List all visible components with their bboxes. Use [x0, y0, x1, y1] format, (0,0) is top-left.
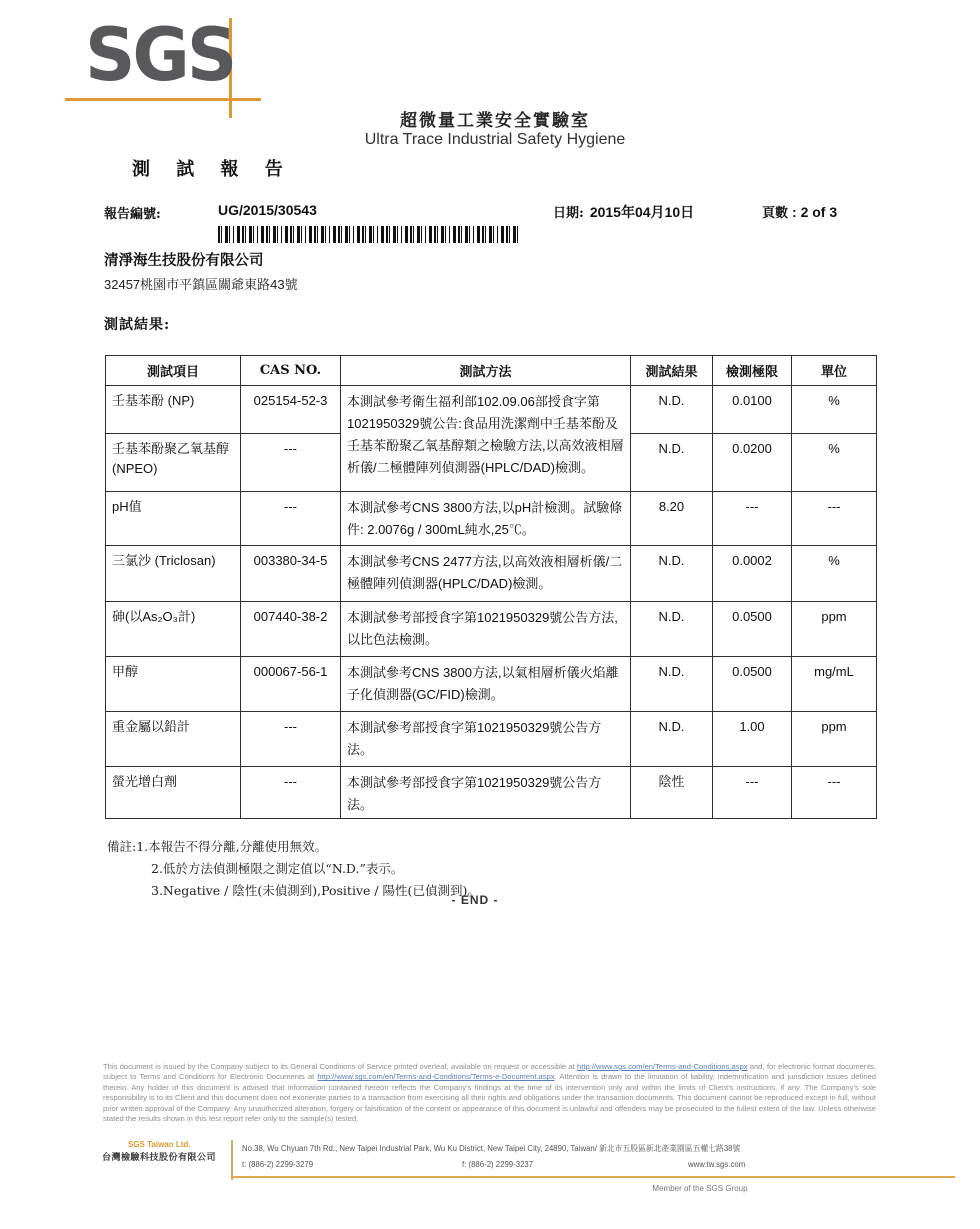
cell-result: N.D. — [631, 434, 713, 492]
sgs-logo-text: SGS — [85, 11, 235, 98]
report-number-label: 報告編號: — [104, 207, 161, 222]
cell-item: 重金屬以鉛計 — [106, 712, 241, 767]
results-table — [105, 355, 877, 819]
note-2: 2.低於方法偵測極限之測定值以“N.D.”表示。 — [151, 860, 404, 876]
cell-cas: --- — [241, 434, 341, 492]
sgs-logo — [63, 11, 283, 129]
header-cas-no: CAS NO. — [241, 356, 341, 386]
table-row — [106, 657, 877, 712]
cell-limit: 0.0500 — [713, 602, 792, 657]
cell-item: 甲醇 — [106, 657, 241, 712]
cell-result: N.D. — [631, 546, 713, 602]
table-row — [106, 492, 877, 546]
report-number-value: UG/2015/30543 — [218, 202, 317, 218]
note-1: 1.本報告不得分離,分離使用無效。 — [136, 839, 328, 854]
cell-limit: --- — [713, 767, 792, 819]
header-detection-limit: 檢測極限 — [713, 356, 792, 386]
cell-method: 本測試參考部授食字第1021950329號公告方法,以比色法檢測。 — [341, 602, 631, 657]
cell-cas: 025154-52-3 — [241, 386, 341, 434]
cell-limit: 0.0002 — [713, 546, 792, 602]
report-barcode — [218, 226, 520, 243]
footer-divider-line — [231, 1140, 233, 1180]
footer-member-text: Member of the SGS Group — [652, 1184, 748, 1193]
footer-website[interactable]: www.tw.sgs.com — [688, 1160, 746, 1169]
cell-unit: % — [792, 546, 877, 602]
terms-e-document-link[interactable]: http://www.sgs.com/en/Terms-and-Conditions/Terms-e-Document.aspx — [317, 1072, 555, 1082]
cell-result: N.D. — [631, 712, 713, 767]
client-address: 32457桃園市平鎮區關爺東路43號 — [104, 277, 298, 292]
cell-method: 本測試參考CNS 2477方法,以高效液相層析儀/二極體陣列偵測器(HPLC/DAD)檢測。 — [341, 546, 631, 602]
cell-unit: --- — [792, 492, 877, 546]
cell-unit: ppm — [792, 602, 877, 657]
header-test-method: 測試方法 — [341, 356, 631, 386]
footer-address: No.38, Wu Chyuan 7th Rd., New Taipei Industrial Park, Wu Ku District, New Taipei City, 24890, Taiwan/ 新北市五股區新北產業園區五權七路38號 — [242, 1144, 741, 1153]
lab-title-english: Ultra Trace Industrial Safety Hygiene — [364, 131, 626, 148]
cell-cas: --- — [241, 492, 341, 546]
legal-disclaimer — [103, 1062, 876, 1125]
table-row — [106, 546, 877, 602]
table-row — [106, 712, 877, 767]
cell-unit: mg/mL — [792, 657, 877, 712]
footer-horizontal-line — [231, 1176, 955, 1178]
cell-result: 陰性 — [631, 767, 713, 819]
cell-item: 壬基苯酚 (NP) — [106, 386, 241, 434]
report-date — [553, 202, 694, 222]
note-3: 3.Negative / 陰性(未偵測到),Positive / 陽性(已偵測到)。 — [151, 882, 480, 898]
cell-result: N.D. — [631, 657, 713, 712]
cell-limit: 0.0100 — [713, 386, 792, 434]
cell-method: 本測試參考部授食字第1021950329號公告方法。 — [341, 767, 631, 819]
cell-cas: --- — [241, 712, 341, 767]
cell-limit: 1.00 — [713, 712, 792, 767]
cell-method: 本測試參考CNS 3800方法,以pH計檢測。試驗條件: 2.0076g / 300mL純水,25℃。 — [341, 492, 631, 546]
cell-cas: 007440-38-2 — [241, 602, 341, 657]
header-unit: 單位 — [792, 356, 877, 386]
cell-limit: 0.0200 — [713, 434, 792, 492]
cell-item: 壬基苯酚聚乙氧基醇(NPEO) — [106, 434, 241, 492]
footer-company-english: SGS Taiwan Ltd. — [128, 1140, 191, 1149]
disclaimer-text-1: This document is issued by the Company subject to its General Conditions of Service printed overleaf, available on request or accessible at — [103, 1062, 578, 1071]
cell-result: N.D. — [631, 386, 713, 434]
table-header-row — [106, 356, 877, 386]
date-value: 2015年04月10日 — [589, 204, 695, 220]
cell-cas: --- — [241, 767, 341, 819]
cell-limit: --- — [713, 492, 792, 546]
cell-result: N.D. — [631, 602, 713, 657]
table-row — [106, 386, 877, 434]
notes-section — [107, 836, 787, 902]
terms-conditions-link[interactable]: http://www.sgs.com/en/Terms-and-Conditions.aspx — [577, 1062, 748, 1071]
client-name: 清淨海生技股份有限公司 — [104, 253, 264, 269]
cell-item: 三氯沙 (Triclosan) — [106, 546, 241, 602]
cell-item: 螢光增白劑 — [106, 767, 241, 819]
disclaimer-text-2: and, for electronic format documents, subject to Terms and Conditions for Electronic Documents at — [103, 1062, 876, 1082]
cell-method: 本測試參考部授食字第1021950329號公告方法。 — [341, 712, 631, 767]
cell-unit: --- — [792, 767, 877, 819]
cell-cas: 003380-34-5 — [241, 546, 341, 602]
pages-value: : 2 of 3 — [792, 204, 838, 220]
cell-method: 本測試參考CNS 3800方法,以氣相層析儀火焰離子化偵測器(GC/FID)檢測。 — [341, 657, 631, 712]
table-row — [106, 602, 877, 657]
cell-item: 砷(以As₂O₃計) — [106, 602, 241, 657]
cell-limit: 0.0500 — [713, 657, 792, 712]
lab-title-chinese: 超微量工業安全實驗室 — [400, 111, 590, 131]
disclaimer-text-3: . Attention is drawn to the limitation of liability, indemnification and jurisdiction issues defined therein. Any holder of this document is advised that information contained hereon reflects the Company's findings at the time of its intervention only and within the limits of Client's instructions, if any. The Company's sole responsibility is to its Client and this document does not exonerate parties to a transaction from exercising all their rights and obligations under the transaction documents. This document cannot be reproduced except in full, without prior written approval of the Company. Any unauthorized alteration, forgery or falsification of the content or appearance of this document is unlawful and offenders may be prosecuted to the fullest extent of the law. Unless otherwise stated the results shown in this test report refer only to the sample(s) tested. — [103, 1072, 876, 1124]
cell-unit: ppm — [792, 712, 877, 767]
cell-item: pH值 — [106, 492, 241, 546]
cell-unit: % — [792, 386, 877, 434]
notes-label: 備註: — [107, 839, 137, 854]
table-row — [106, 767, 877, 819]
end-marker: - END - — [451, 893, 499, 907]
cell-cas: 000067-56-1 — [241, 657, 341, 712]
footer-company-chinese: 台灣檢驗科技股份有限公司 — [102, 1152, 217, 1162]
header-test-result: 測試結果 — [631, 356, 713, 386]
footer-fax: f: (886-2) 2299-3237 — [462, 1160, 534, 1169]
document-title: 測 試 報 告 — [132, 159, 293, 180]
header-test-item: 測試項目 — [106, 356, 241, 386]
cell-method: 本測試參考衛生福利部102.09.06部授食字第1021950329號公告:食品用洗潔劑中壬基苯酚及壬基苯酚聚乙氧基醇類之檢驗方法,以高效液相層析儀/二極體陣列偵測器(HPLC/DAD)檢測。 — [341, 386, 631, 492]
date-label: 日期: — [553, 206, 584, 221]
report-pages — [762, 202, 837, 222]
pages-label: 頁數 — [762, 206, 789, 221]
cell-result: 8.20 — [631, 492, 713, 546]
results-section-label: 測試結果: — [104, 317, 171, 333]
cell-unit: % — [792, 434, 877, 492]
footer-telephone: t: (886-2) 2299-3279 — [242, 1160, 314, 1169]
